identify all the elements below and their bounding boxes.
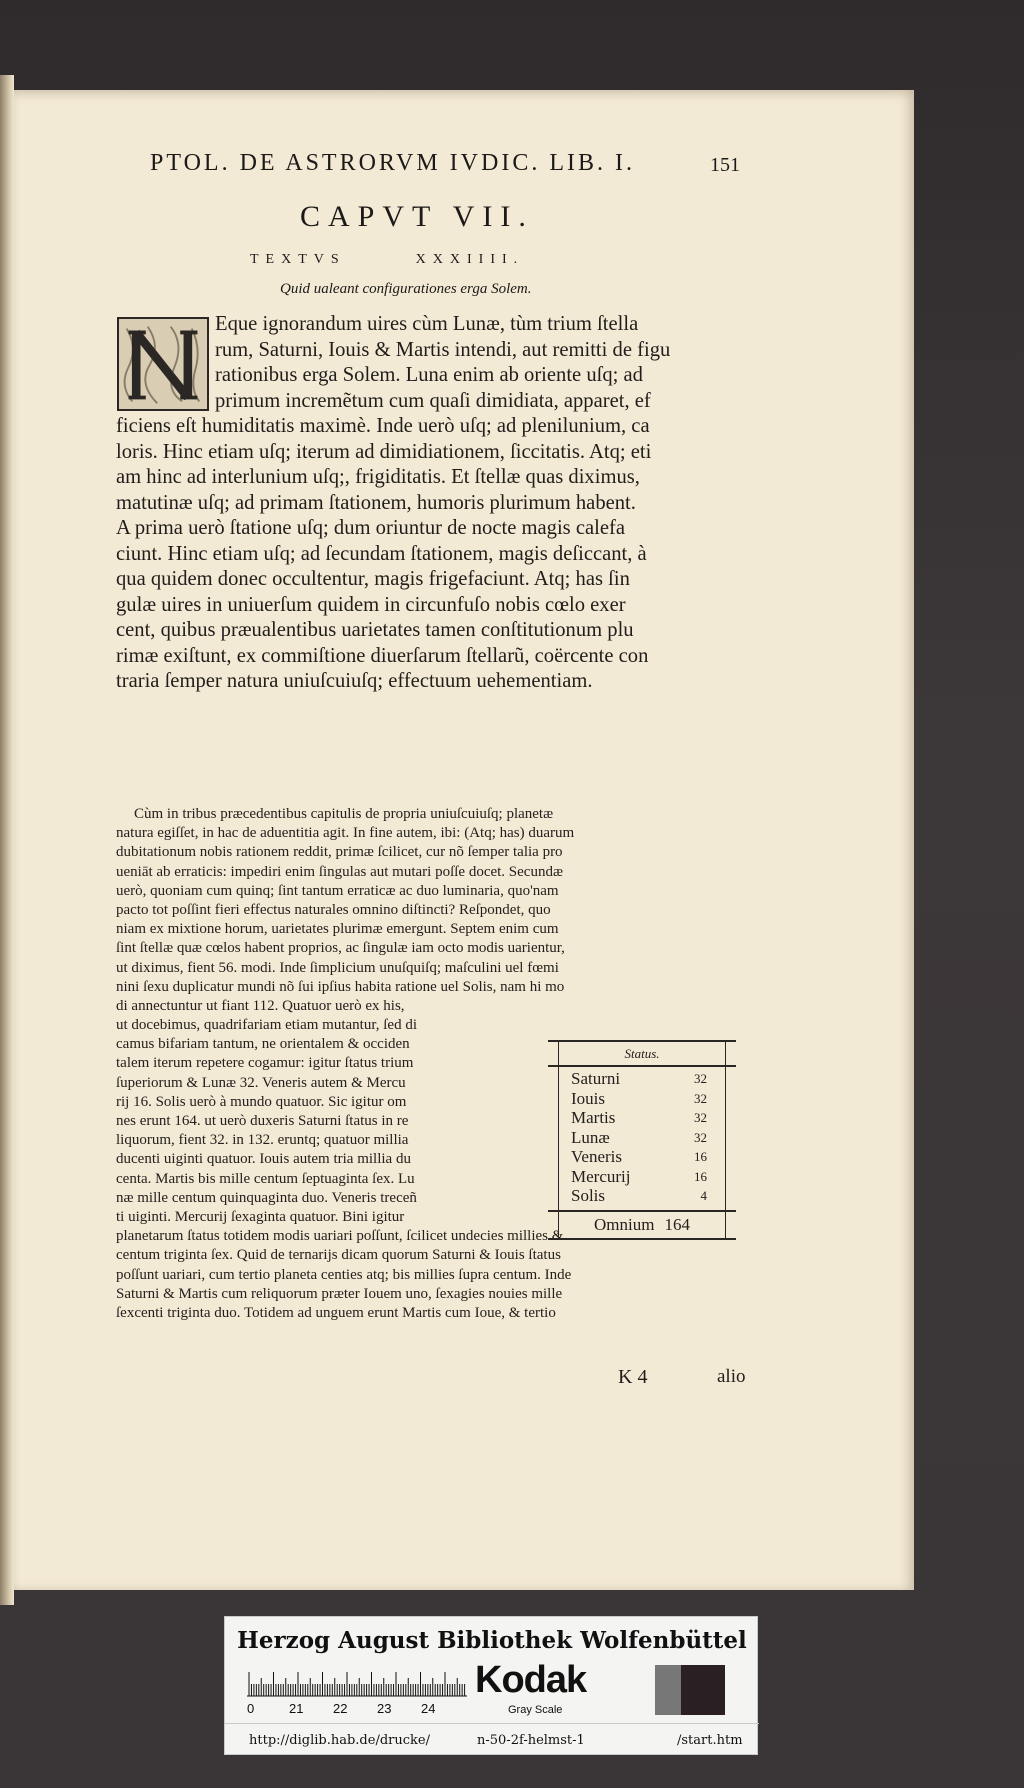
- table-row: [559, 1108, 725, 1128]
- commentary-line: centum triginta ſex. Quid de ternarijs dicam quorum Saturni & Iouis ſtatus: [116, 1247, 561, 1264]
- main-text-line: A prima uerò ſtatione uſq; dum oriuntur de nocte magis calefa: [116, 517, 625, 539]
- status-count: 32: [694, 1129, 707, 1145]
- commentary-line: ſuperiorum & Lunæ 32. Veneris autem & Mercu: [116, 1074, 406, 1091]
- commentary-line: niam ex mixtione horum, uarietates plurimæ emergunt. Septem enim cum: [116, 921, 559, 938]
- commentary-line: ti uiginti. Mercurij ſexaginta quatuor. Bini igitur: [116, 1208, 405, 1225]
- commentary-line: natura egiſſet, in hac de aduentitia agit. In fine autem, ibi: (Atq; has) duarum: [116, 825, 575, 842]
- url-right: /start.htm: [677, 1733, 743, 1748]
- planet-name: Mercurij: [571, 1166, 631, 1186]
- table-row: [559, 1069, 725, 1089]
- status-count: 32: [694, 1110, 707, 1125]
- kodak-logo: Kodak: [475, 1659, 587, 1701]
- gray-scale-label: Gray Scale: [508, 1704, 563, 1716]
- dark-swatch: [681, 1665, 725, 1715]
- table-total-label: Omnium: [594, 1214, 655, 1234]
- scale-number: 22: [333, 1701, 348, 1716]
- commentary-line: centa. Martis bis mille centum ſeptuaginta ſex. Lu: [116, 1170, 415, 1187]
- main-text-line: traria ſemper natura uniuſcuiuſq; effectuum uehementiam.: [116, 670, 593, 692]
- table-body: [558, 1067, 726, 1210]
- textus-heading: [250, 252, 650, 268]
- commentary-line: ueniāt ab erraticis: impediri enim ſingulas aut mutari poſſe docet. Secundæ: [116, 863, 563, 880]
- planet-name: Veneris: [571, 1147, 622, 1166]
- planet-name: Lunæ: [571, 1127, 610, 1147]
- planet-name: Martis: [571, 1108, 616, 1127]
- url-mid: n-50-2f-helmst-1: [477, 1733, 585, 1748]
- main-text-line: gulæ uires in uniuerſum quidem in circunfuſo nobis cœlo exer: [116, 593, 626, 616]
- commentary-line: nini ſexu duplicatur mundi nõ ſui ipſius habita ratione uel Solis, nam hi mo: [116, 978, 565, 995]
- commentary-line: rij 16. Solis uerò à mundo quatuor. Sic igitur om: [116, 1093, 407, 1110]
- gray-swatch: [655, 1665, 681, 1715]
- table-row: [559, 1167, 725, 1187]
- planet-name: Solis: [571, 1186, 606, 1205]
- planet-name: Saturni: [571, 1069, 621, 1088]
- main-text-line: qua quidem donec occultentur, magis frigefaciunt. Atq; has ſin: [116, 568, 630, 590]
- main-text-line: am hinc ad interlunium uſq;, frigiditatis. Et ſtellæ quas diximus,: [116, 466, 640, 488]
- status-count: 32: [694, 1071, 707, 1086]
- table-bottom-rule: [548, 1238, 736, 1240]
- commentary-line: uerò, quoniam cum quinq; ſint tantum erraticæ ac duo luminaria, quo'nam: [116, 882, 559, 899]
- chapter-heading: CAPVT VII.: [300, 200, 534, 233]
- table-row: [559, 1089, 725, 1109]
- scale-number: 24: [421, 1701, 436, 1716]
- commentary-line: nes erunt 164. ut uerò duxeris Saturni ſtatus in re: [116, 1113, 409, 1129]
- main-text-line: primum incremẽtum cum quaſi dimidiata, apparet, ef: [215, 389, 651, 412]
- ruler-scale: [247, 1671, 467, 1697]
- folio-number: 151: [710, 154, 740, 176]
- scale-number: 21: [289, 1701, 304, 1716]
- table-total-value: 164: [664, 1214, 690, 1234]
- status-count: 16: [694, 1149, 707, 1164]
- main-text-line: rimæ exiſtunt, ex commiſtione diuerſarum ſtellarũ, coërcente con: [116, 644, 649, 667]
- commentary-line: næ mille centum quinquaginta duo. Veneris treceñ: [116, 1189, 417, 1206]
- main-text-line: rum, Saturni, Iouis & Martis intendi, aut remitti de figu: [215, 338, 671, 361]
- table-row: [559, 1128, 725, 1148]
- commentary-line: camus bifariam tantum, ne orientalem & occiden: [116, 1036, 410, 1053]
- commentary-line: ſexcenti triginta duo. Totidem ad unguem erunt Martis cum Ioue, & tertio: [116, 1304, 556, 1321]
- url-left: http://diglib.hab.de/drucke/: [249, 1733, 430, 1748]
- commentary-line: Cùm in tribus præcedentibus capitulis de propria uniuſcuiuſq; planetæ: [134, 806, 554, 822]
- planet-name: Iouis: [571, 1088, 605, 1108]
- scale-number: 0: [247, 1701, 255, 1716]
- table-total-row: [558, 1212, 726, 1238]
- status-count: 32: [694, 1090, 707, 1106]
- commentary-line: pacto tot poſſint fieri effectus naturales omnino diſtincti? Reſpondet, quo: [116, 901, 551, 918]
- commentary-line: poſſunt uariari, cum tertio planeta centies atq; bis millies ſupra centum. Inde: [116, 1266, 572, 1283]
- color-calibration-bar: [224, 1616, 758, 1755]
- commentary-line: ut diximus, fient 56. modi. Inde ſimplicium unuſquiſq; maſculini uel fœmi: [116, 959, 559, 976]
- commentary-line: talem iterum repetere cogamur: igitur ſtatus trium: [116, 1055, 414, 1072]
- commentary-line: ducenti uiginti quatuor. Iouis autem tria millia du: [116, 1151, 411, 1168]
- main-text-line: ciunt. Hinc etiam uſq; ad ſecundam ſtationem, magis deſiccant, à: [116, 542, 647, 565]
- commentary-line: Saturni & Martis cum reliquorum præter Iouem uno, ſexagies nouies mille: [116, 1285, 563, 1302]
- commentary-line: ſint ſtellæ quæ cœlos habent proprios, ac ſingulæ iam octo modis uarientur,: [116, 940, 565, 957]
- library-name: Herzog August Bibliothek Wolfenbüttel: [237, 1627, 747, 1654]
- status-table: [548, 1040, 736, 1240]
- table-row: [559, 1147, 725, 1167]
- main-text-line: rationibus erga Solem. Luna enim ab oriente uſq; ad: [215, 364, 643, 386]
- commentary-line: ut docebimus, quadrifariam etiam mutantur, ſed di: [116, 1017, 417, 1034]
- main-text-line: cent, quibus præualentibus uarietates tamen conſtitutionum plu: [116, 619, 634, 641]
- textus-number: XXXIIII.: [415, 252, 525, 267]
- facing-page-edge: [0, 75, 14, 1605]
- table-row: [559, 1186, 725, 1206]
- textus-label: TEXTVS: [250, 252, 346, 267]
- commentary-line: planetarum ſtatus totidem modis uariari poſſunt, ſcilicet undecies millies &: [116, 1228, 564, 1245]
- running-head: PTOL. DE ASTRORVM IVDIC. LIB. I.: [150, 150, 635, 176]
- catchword: alio: [717, 1366, 746, 1387]
- main-text-line: ficiens eſt humiditatis maximè. Inde uerò uſq; ad plenilunium, ca: [116, 415, 650, 437]
- table-header: Status.: [558, 1042, 726, 1065]
- status-count: 4: [700, 1188, 707, 1203]
- signature-mark: K 4: [618, 1366, 648, 1388]
- status-count: 16: [694, 1168, 707, 1184]
- main-text-block: [116, 312, 738, 695]
- commentary-line: di annectuntur ut fiant 112. Quatuor uerò ex his,: [116, 997, 405, 1014]
- section-subtitle: Quid ualeant configurationes erga Solem.: [280, 281, 532, 297]
- main-text-line: matutinæ uſq; ad primam ſtationem, humoris plurimum habent.: [116, 491, 636, 514]
- commentary-line: liquorum, fient 32. in 132. eruntq; quatuor millia: [116, 1132, 409, 1149]
- commentary-line: dubitationum nobis rationem reddit, primæ ſcilicet, cur nõ ſemper talia pro: [116, 844, 563, 861]
- scale-number: 23: [377, 1701, 392, 1716]
- main-text-line: loris. Hinc etiam uſq; iterum ad dimidiationem, ſiccitatis. Atq; eti: [116, 440, 652, 463]
- main-text-line: Eque ignorandum uires cùm Lunæ, tùm trium ſtella: [215, 313, 639, 335]
